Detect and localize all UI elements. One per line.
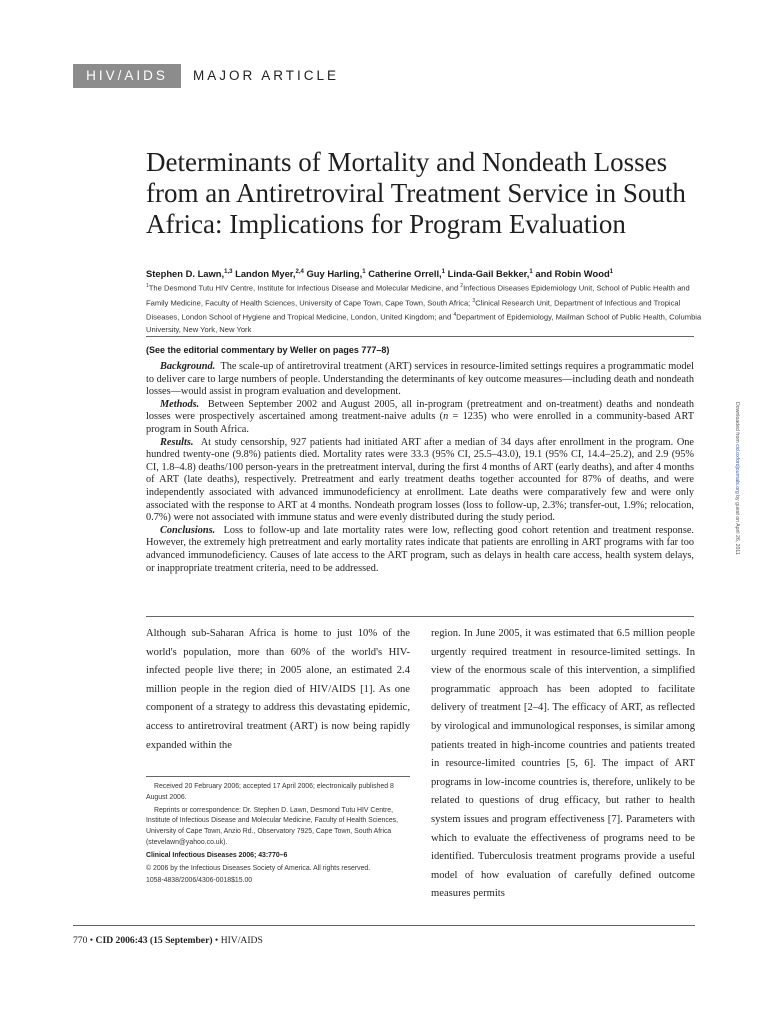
correspondence: Reprints or correspondence: Dr. Stephen D. Lawn, Desmond Tutu HIV Centre, Institute of Infectious Disease and Molecular Medicine, Faculty of Health Sciences, University of Cape Town, Anzio Rd., Observatory 7925, Cape Town, South Africa (stevelawn@yahoo.co.uk). bbox=[146, 806, 399, 846]
body-column-right: region. In June 2005, it was estimated that 6.5 million people urgently required treatment in resource-limited settings. In view of the enormous scale of this intervention, a simplified programmatic approach has been adopted to facilitate delivery of treatment [2–4]. The efficacy of ART, as reflected by virological and immunological responses, is similar among patients treated in high-income countries and patients treated in resource-limited countries [5, 6]. The impact of ART programs in low-income countries is, therefore, unlikely to be related to questions of drug efficacy, but rather to health system issues and program effectiveness [7]. Parameters with which to evaluate the effectiveness of programs need to be identified. Tuberculosis treatment programs provide a useful model of how evaluation of carefully defined outcome measures permits bbox=[431, 628, 695, 900]
article-type: MAJOR ARTICLE bbox=[193, 68, 340, 83]
abstract bbox=[146, 361, 694, 575]
footnotes bbox=[146, 782, 410, 889]
journal-citation: Clinical Infectious Diseases 2006; 43:770–6 bbox=[146, 851, 288, 859]
section-tag: HIV/AIDS bbox=[73, 64, 181, 88]
issn: 1058-4838/2006/4306-0018$15.00 bbox=[146, 877, 253, 885]
author: Stephen D. Lawn,$^{1,3}$ bbox=[146, 268, 233, 280]
footnote-rule bbox=[146, 776, 410, 777]
page-number: 770 bbox=[73, 935, 88, 946]
author: Linda-Gail Bekker,$^1$ bbox=[447, 268, 533, 280]
copyright: © 2006 by the Infectious Diseases Society of America. All rights reserved. bbox=[146, 864, 371, 872]
article-title: Determinants of Mortality and Nondeath Losses from an Antiretroviral Treatment Service in South Africa: Implications for Program Evaluation bbox=[146, 147, 686, 239]
editorial-note: (See the editorial commentary by Weller on pages 777–8) bbox=[146, 345, 390, 355]
divider bbox=[73, 925, 695, 926]
download-note: Downloaded from cid.oxfordjournals.org by guest on April 26, 2011 bbox=[734, 402, 740, 555]
footer-section: HIV/AIDS bbox=[220, 935, 263, 946]
author: and Robin Wood$^1$ bbox=[535, 268, 614, 280]
author: Landon Myer,$^{2,4}$ bbox=[235, 268, 304, 280]
author: Catherine Orrell,$^1$ bbox=[368, 268, 445, 280]
abstract-results: Results. At study censorship, 927 patients had initiated ART after a median of 34 days after enrollment in the program. One hundred twenty-one (9.8%) patients died. Mortality rates were 33.3 (95% CI, 25.5–43.0), 19.1 (95% CI, 14.4–25.2), and 2.9 (95% CI, 1.8–4.8) deaths/100 person-years in the pretreatment interval, during the first 4 months of ART (early deaths), and after 4 months of ART (late deaths), respectively. Pretreatment and early treatment deaths together accounted for 87% of deaths, and were independently associated with advanced immunodeficiency at enrollment. Late deaths were comparatively few and were only associated with the response to ART at 4 months. Nondeath program losses (loss to follow-up, 2.3%; transfer-out, 1.9%; relocation, 0.7%) were not associated with immune status and were evenly distributed during the study period. bbox=[146, 436, 694, 524]
abstract-background: Background. The scale-up of antiretroviral treatment (ART) services in resource-limited settings requires a programmatic model to deliver care to large numbers of people. Understanding the determinants of key outcome measures—including death and nondeath losses—would assist in program evaluation and development. bbox=[146, 361, 694, 398]
author-list bbox=[146, 265, 706, 281]
divider bbox=[146, 336, 694, 337]
abstract-methods: Methods. Between September 2002 and August 2005, all in-program (pretreatment and on-treatment) deaths and nondeath losses were prospectively ascertained among treatment-naive adults (n = 1235) who were enrolled in a community-based ART program in South Africa. bbox=[146, 398, 694, 435]
abstract-conclusions: Conclusions. Loss to follow-up and late mortality rates were low, reflecting good cohort retention and treatment response. However, the extremely high pretreatment and early mortality rates indicate that patients are enrolling in ART programs with far too advanced immunodeficiency. Causes of late access to the ART program, such as delays in health care access, health system delays, or inappropriate treatment criteria, need to be addressed. bbox=[146, 524, 694, 574]
divider bbox=[146, 616, 694, 617]
page-footer: 770 • CID 2006:43 (15 September) • HIV/AIDS bbox=[73, 935, 263, 946]
body-column-left: Although sub-Saharan Africa is home to just 10% of the world's population, more than 60% of the world's HIV-infected people live there; in 2005 alone, an estimated 2.4 million people in the region died of HIV/AIDS [1]. As one component of a strategy to address this devastating epidemic, access to antiretroviral treatment (ART) is now being rapidly expanded within the bbox=[146, 628, 410, 751]
download-link[interactable]: cid.oxfordjournals.org bbox=[734, 444, 740, 494]
received-dates: Received 20 February 2006; accepted 17 April 2006; electronically published 8 August 2006. bbox=[146, 783, 394, 801]
author: Guy Harling,$^1$ bbox=[306, 268, 366, 280]
affiliations: $^1$The Desmond Tutu HIV Centre, Institute for Infectious Disease and Molecular Medicine, and $^2$Infectious Diseases Epidemiology Unit, School of Public Health and Family Medicine, Faculty of Health Sciences, University of Cape Town, Cape Town, South Africa; $^3$Clinical Research Unit, Department of Infectious and Tropical Diseases, London School of Hygiene and Tropical Medicine, London, United Kingdom; and $^4$Department of Epidemiology, Mailman School of Public Health, Columbia University, New York, New York bbox=[146, 283, 702, 334]
journal-issue: CID 2006:43 (15 September) bbox=[95, 935, 213, 946]
